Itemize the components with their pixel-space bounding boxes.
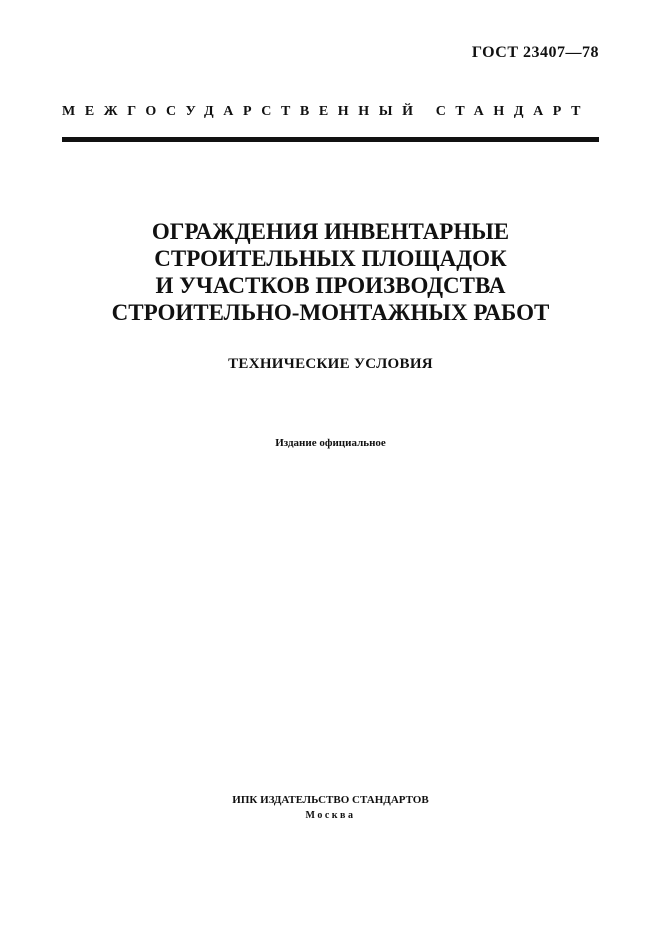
header-divider <box>62 137 599 142</box>
publisher-name: ИПК ИЗДАТЕЛЬСТВО СТАНДАРТОВ <box>232 794 429 806</box>
title-line: И УЧАСТКОВ ПРОИЗВОДСТВА <box>155 273 506 298</box>
standard-type-heading: МЕЖГОСУДАРСТВЕННЫЙ СТАНДАРТ <box>62 104 591 119</box>
document-subtitle: ТЕХНИЧЕСКИЕ УСЛОВИЯ <box>228 356 433 372</box>
document-title <box>0 218 661 326</box>
title-line: ОГРАЖДЕНИЯ ИНВЕНТАРНЫЕ <box>151 219 510 244</box>
title-line: СТРОИТЕЛЬНЫХ ПЛОЩАДОК <box>154 246 507 271</box>
publisher-city: Москва <box>305 810 356 821</box>
document-number: ГОСТ 23407—78 <box>471 44 599 61</box>
title-line: СТРОИТЕЛЬНО-МОНТАЖНЫХ РАБОТ <box>111 300 550 325</box>
edition-note: Издание официальное <box>275 437 386 449</box>
